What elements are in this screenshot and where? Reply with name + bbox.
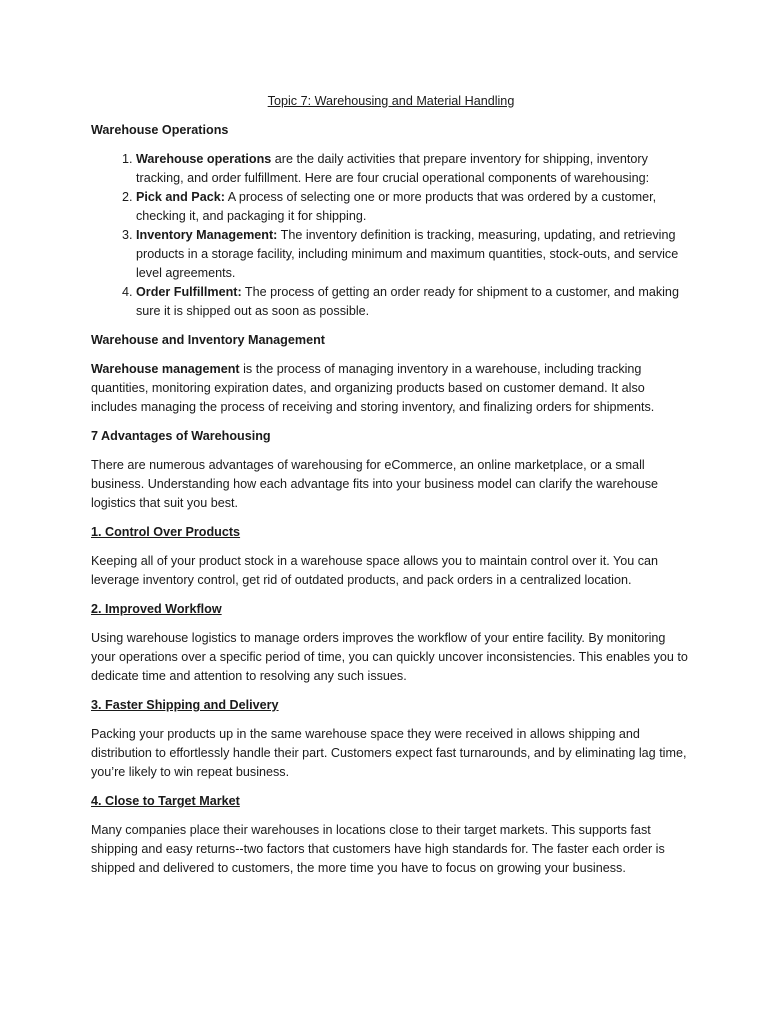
paragraph-text: is the process of managing inventory in a warehouse, including tracking quantities, monitoring expiration dates, and organizing products based on customer demand. It also includes managing the process of receiving and storing inventory, and finalizing orders for shipments. — [91, 362, 655, 414]
paragraph-shipping: Packing your products up in the same warehouse space they were received in allows shipping and distribution to effortlessly handle their part. Customers expect fast turnarounds, and by eliminating lag time, you’re likely to win repeat business. — [91, 727, 687, 779]
list-item — [136, 188, 691, 226]
subsection-heading-workflow: 2. Improved Workflow — [91, 602, 222, 616]
subsection-heading-shipping: 3. Faster Shipping and Delivery — [91, 698, 279, 712]
list-item-term: Pick and Pack: — [136, 190, 225, 204]
document-body — [91, 92, 691, 888]
section-heading-warehouse-operations: Warehouse Operations — [91, 123, 229, 137]
section-heading-advantages: 7 Advantages of Warehousing — [91, 429, 271, 443]
paragraph-target-market: Many companies place their warehouses in locations close to their target markets. This supports fast shipping and easy returns--two factors that customers have high standards for. The faster each order is shipped and delivered to customers, the more time you have to focus on growing your business. — [91, 823, 665, 875]
list-item — [136, 283, 691, 321]
list-item-term: Order Fulfillment: — [136, 285, 242, 299]
document-title: Topic 7: Warehousing and Material Handling — [267, 94, 515, 108]
list-item — [136, 226, 691, 283]
paragraph-workflow: Using warehouse logistics to manage orders improves the workflow of your entire facility. By monitoring your operations over a specific period of time, you can quickly uncover inconsistencies. This enables you to dedicate time and attention to resolving any such issues. — [91, 631, 688, 683]
list-item-text: The process of getting an order ready for shipment to a customer, and making sure it is shipped out as soon as possible. — [136, 285, 679, 318]
list-item — [136, 150, 691, 188]
paragraph-term: Warehouse management — [91, 362, 240, 376]
list-item-text: The inventory definition is tracking, measuring, updating, and retrieving products in a storage facility, including minimum and maximum quantities, stock-outs, and service level agreements. — [136, 228, 679, 280]
subsection-heading-target-market: 4. Close to Target Market — [91, 794, 240, 808]
paragraph-warehouse-management — [91, 360, 691, 417]
paragraph-advantages-intro: There are numerous advantages of warehousing for eCommerce, an online marketplace, or a small business. Understanding how each advantage fits into your business model can clarify the warehouse logistics that suit you best. — [91, 458, 659, 510]
list-item-text: A process of selecting one or more products that was ordered by a customer, checking it, and packaging it for shipping. — [136, 190, 657, 223]
list-item-text: are the daily activities that prepare inventory for shipping, inventory tracking, and order fulfillment. Here are four crucial operational components of warehousing: — [136, 152, 650, 185]
list-item-term: Inventory Management: — [136, 228, 278, 242]
list-item-term: Warehouse operations — [136, 152, 272, 166]
operations-list — [91, 150, 691, 321]
section-heading-warehouse-inventory: Warehouse and Inventory Management — [91, 333, 325, 347]
subsection-heading-control: 1. Control Over Products — [91, 525, 241, 539]
paragraph-control: Keeping all of your product stock in a warehouse space allows you to maintain control over it. You can leverage inventory control, get rid of outdated products, and pack orders in a centralized location. — [91, 554, 659, 587]
